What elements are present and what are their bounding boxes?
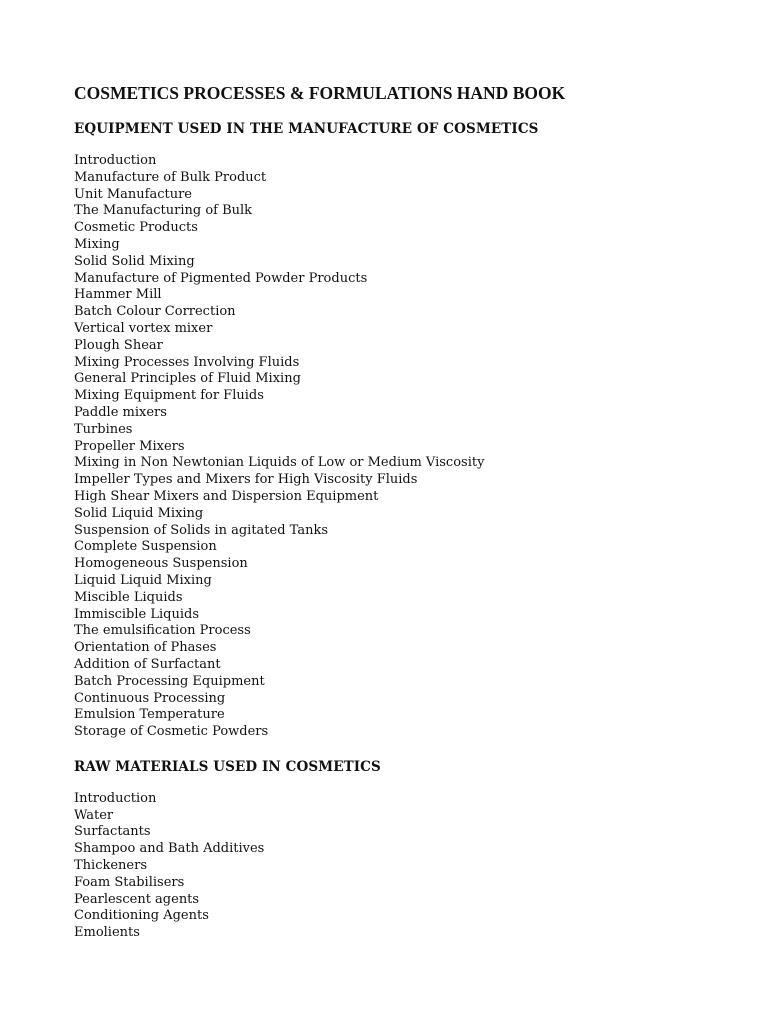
toc-item: High Shear Mixers and Dispersion Equipment bbox=[74, 488, 379, 504]
toc-item: Liquid Liquid Mixing bbox=[74, 572, 212, 588]
section-heading: EQUIPMENT USED IN THE MANUFACTURE OF COSMETICS bbox=[74, 121, 539, 137]
toc-item: Foam Stabilisers bbox=[74, 874, 185, 890]
toc-list bbox=[74, 153, 734, 741]
toc-item: Water bbox=[74, 807, 114, 823]
toc-item: Conditioning Agents bbox=[74, 908, 209, 924]
toc-item: Miscible Liquids bbox=[74, 589, 183, 605]
toc-section bbox=[74, 119, 734, 741]
toc-item: Surfactants bbox=[74, 824, 151, 840]
toc-section bbox=[74, 757, 734, 942]
toc-item: Hammer Mill bbox=[74, 287, 162, 303]
toc-item: Mixing in Non Newtonian Liquids of Low or Medium Viscosity bbox=[74, 455, 485, 471]
toc-item: Solid Solid Mixing bbox=[74, 253, 195, 269]
document-sections bbox=[74, 119, 734, 942]
toc-item: Propeller Mixers bbox=[74, 438, 185, 454]
toc-item: Orientation of Phases bbox=[74, 640, 217, 656]
document-page bbox=[74, 82, 734, 958]
toc-item: Introduction bbox=[74, 153, 157, 168]
toc-item: Complete Suspension bbox=[74, 539, 217, 555]
toc-item: The emulsification Process bbox=[74, 623, 251, 639]
toc-item: Thickeners bbox=[74, 858, 148, 874]
toc-item: Turbines bbox=[74, 421, 133, 437]
toc-item: Manufacture of Pigmented Powder Products bbox=[74, 270, 368, 286]
toc-item: Emolients bbox=[74, 925, 140, 941]
toc-item: Batch Colour Correction bbox=[74, 304, 236, 320]
toc-item: Manufacture of Bulk Product bbox=[74, 169, 267, 185]
toc-item: Homogeneous Suspension bbox=[74, 556, 248, 572]
toc-item: Paddle mixers bbox=[74, 404, 167, 420]
toc-item: Batch Processing Equipment bbox=[74, 673, 265, 689]
toc-item: Plough Shear bbox=[74, 337, 163, 353]
toc-item: The Manufacturing of Bulk bbox=[74, 203, 253, 219]
toc-item: Cosmetic Products bbox=[74, 220, 198, 236]
toc-list bbox=[74, 791, 734, 942]
toc-item: Vertical vortex mixer bbox=[74, 320, 213, 336]
toc-item: Pearlescent agents bbox=[74, 891, 200, 907]
toc-item: Mixing Processes Involving Fluids bbox=[74, 354, 300, 370]
section-heading: RAW MATERIALS USED IN COSMETICS bbox=[74, 758, 381, 775]
toc-item: Addition of Surfactant bbox=[74, 656, 221, 672]
toc-item: Mixing bbox=[74, 236, 120, 252]
toc-item: Immiscible Liquids bbox=[74, 606, 199, 622]
toc-item: General Principles of Fluid Mixing bbox=[74, 371, 301, 387]
toc-item: Emulsion Temperature bbox=[74, 707, 225, 723]
toc-item: Solid Liquid Mixing bbox=[74, 505, 204, 521]
toc-item: Unit Manufacture bbox=[74, 186, 192, 202]
toc-item: Introduction bbox=[74, 790, 157, 806]
toc-item: Impeller Types and Mixers for High Viscosity Fluids bbox=[74, 472, 418, 488]
toc-item: Mixing Equipment for Fluids bbox=[74, 388, 264, 404]
toc-item: Storage of Cosmetic Powders bbox=[74, 724, 269, 740]
document-title: COSMETICS PROCESSES & FORMULATIONS HAND BOOK bbox=[74, 83, 566, 103]
toc-item: Suspension of Solids in agitated Tanks bbox=[74, 522, 329, 538]
toc-item: Shampoo and Bath Additives bbox=[74, 841, 265, 857]
toc-item: Continuous Processing bbox=[74, 690, 226, 706]
